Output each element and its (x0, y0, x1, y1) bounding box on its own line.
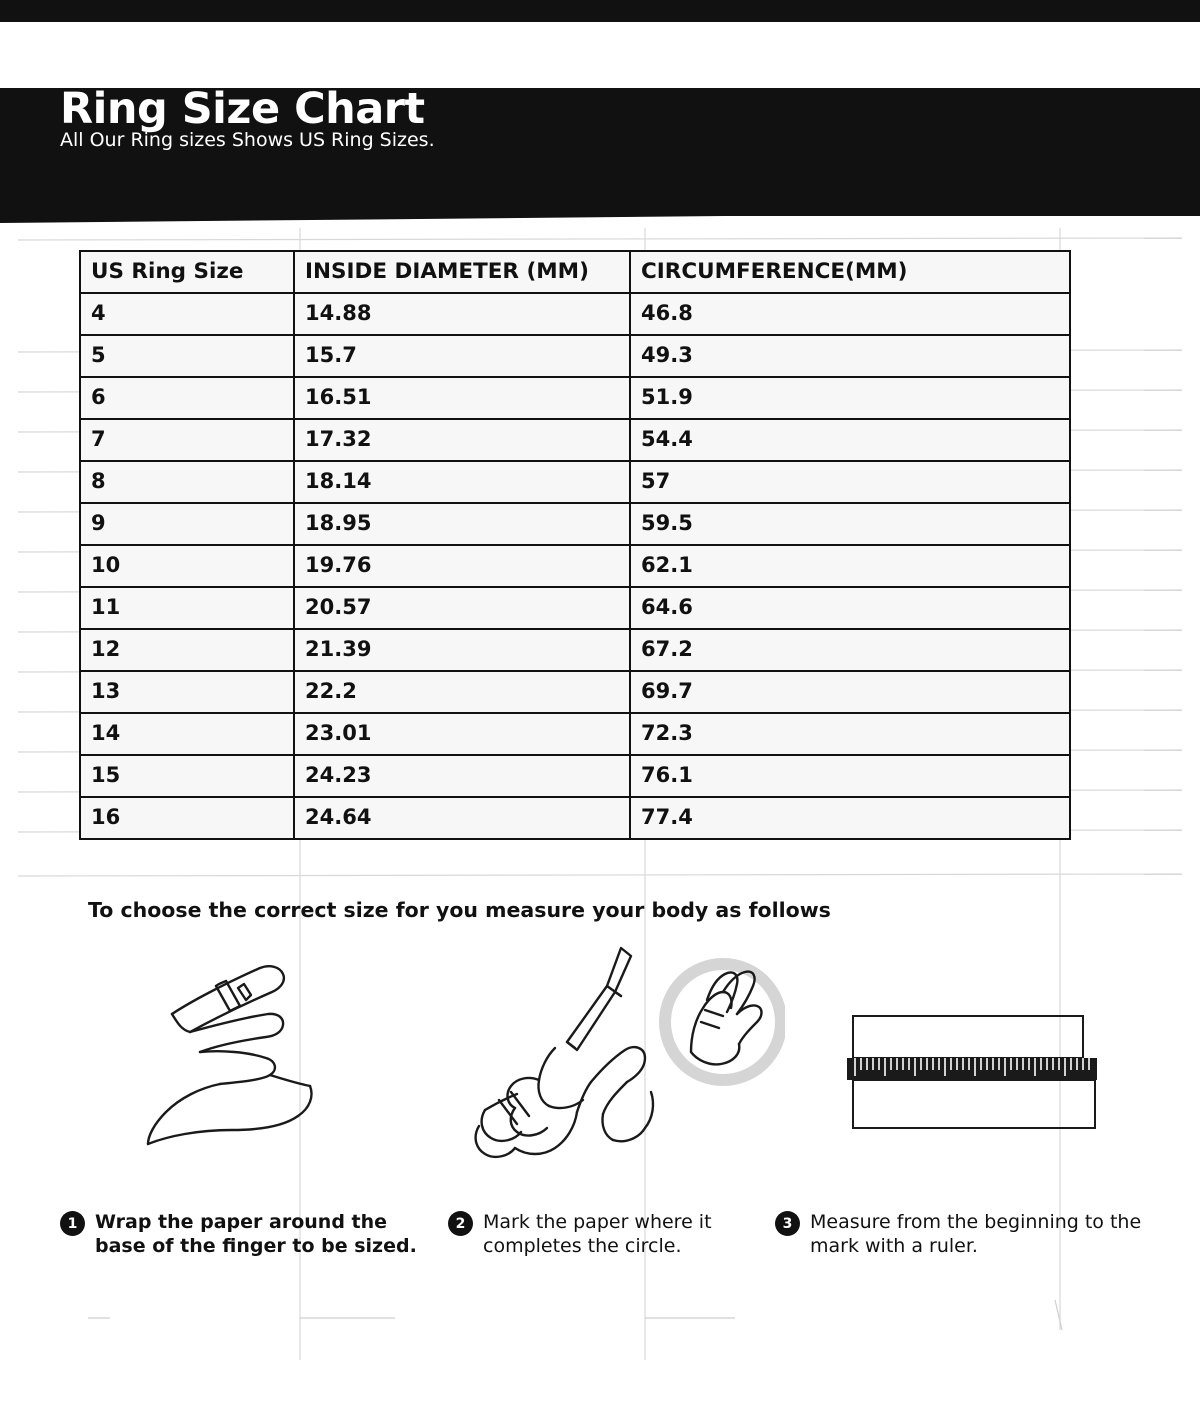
table-row (80, 713, 1070, 755)
ring-size-table (79, 250, 1071, 840)
cell-circumference: 59.5 (630, 503, 1070, 545)
cell-us-size: 12 (80, 629, 294, 671)
step-1 (60, 1210, 430, 1258)
step-text: Mark the paper where it completes the circle. (483, 1211, 712, 1258)
step-2 (448, 1210, 778, 1258)
step-number-badge: 3 (775, 1211, 800, 1236)
table-row (80, 671, 1070, 713)
page-subtitle: All Our Ring sizes Shows US Ring Sizes. (60, 129, 435, 151)
step-text: Wrap the paper around the base of the finger to be sized. (95, 1211, 417, 1258)
hand-marking-paper-illustration (455, 930, 785, 1200)
cell-us-size: 16 (80, 797, 294, 839)
table-row (80, 335, 1070, 377)
page-title: Ring Size Chart (60, 84, 425, 134)
cell-circumference: 72.3 (630, 713, 1070, 755)
cell-circumference: 62.1 (630, 545, 1070, 587)
table-row (80, 587, 1070, 629)
steps-row (0, 1210, 1200, 1290)
cell-circumference: 69.7 (630, 671, 1070, 713)
column-header-inside-diameter: INSIDE DIAMETER (MM) (294, 251, 630, 293)
cell-circumference: 64.6 (630, 587, 1070, 629)
cell-inside-diameter: 18.95 (294, 503, 630, 545)
cell-inside-diameter: 19.76 (294, 545, 630, 587)
step-3 (775, 1210, 1175, 1258)
cell-inside-diameter: 23.01 (294, 713, 630, 755)
table-row (80, 797, 1070, 839)
cell-circumference: 77.4 (630, 797, 1070, 839)
cell-circumference: 76.1 (630, 755, 1070, 797)
cell-circumference: 54.4 (630, 419, 1070, 461)
step-number-badge: 2 (448, 1211, 473, 1236)
cell-inside-diameter: 24.23 (294, 755, 630, 797)
step-number-badge: 1 (60, 1211, 85, 1236)
cell-inside-diameter: 16.51 (294, 377, 630, 419)
cell-circumference: 67.2 (630, 629, 1070, 671)
cell-inside-diameter: 17.32 (294, 419, 630, 461)
cell-us-size: 4 (80, 293, 294, 335)
cell-inside-diameter: 22.2 (294, 671, 630, 713)
cell-us-size: 10 (80, 545, 294, 587)
column-header-circumference: CIRCUMFERENCE(MM) (630, 251, 1070, 293)
cell-inside-diameter: 24.64 (294, 797, 630, 839)
cell-us-size: 15 (80, 755, 294, 797)
table-row (80, 461, 1070, 503)
cell-circumference: 51.9 (630, 377, 1070, 419)
cell-inside-diameter: 15.7 (294, 335, 630, 377)
header-band (0, 84, 1200, 216)
cell-inside-diameter: 21.39 (294, 629, 630, 671)
cell-circumference: 57 (630, 461, 1070, 503)
table-row (80, 293, 1070, 335)
table-row (80, 419, 1070, 461)
cell-circumference: 49.3 (630, 335, 1070, 377)
cell-us-size: 14 (80, 713, 294, 755)
cell-circumference: 46.8 (630, 293, 1070, 335)
table-row (80, 545, 1070, 587)
table-row (80, 755, 1070, 797)
cell-us-size: 9 (80, 503, 294, 545)
table-row (80, 377, 1070, 419)
cell-us-size: 6 (80, 377, 294, 419)
column-header-us-ring-size: US Ring Size (80, 251, 294, 293)
illustrations-row (0, 940, 1200, 1205)
table-row (80, 503, 1070, 545)
cell-inside-diameter: 20.57 (294, 587, 630, 629)
table-header-row (80, 251, 1070, 293)
cell-inside-diameter: 18.14 (294, 461, 630, 503)
cell-us-size: 7 (80, 419, 294, 461)
hand-with-paper-strip-illustration (120, 940, 380, 1190)
cell-us-size: 5 (80, 335, 294, 377)
table-row (80, 629, 1070, 671)
top-black-strip (0, 0, 1200, 22)
cell-inside-diameter: 14.88 (294, 293, 630, 335)
ring-size-table-container (79, 250, 1069, 840)
measure-instruction-text: To choose the correct size for you measure your body as follows (88, 898, 831, 922)
cell-us-size: 11 (80, 587, 294, 629)
header-content (60, 84, 435, 151)
cell-us-size: 8 (80, 461, 294, 503)
ruler-illustration (845, 1010, 1115, 1140)
step-text: Measure from the beginning to the mark with a ruler. (810, 1211, 1142, 1258)
cell-us-size: 13 (80, 671, 294, 713)
